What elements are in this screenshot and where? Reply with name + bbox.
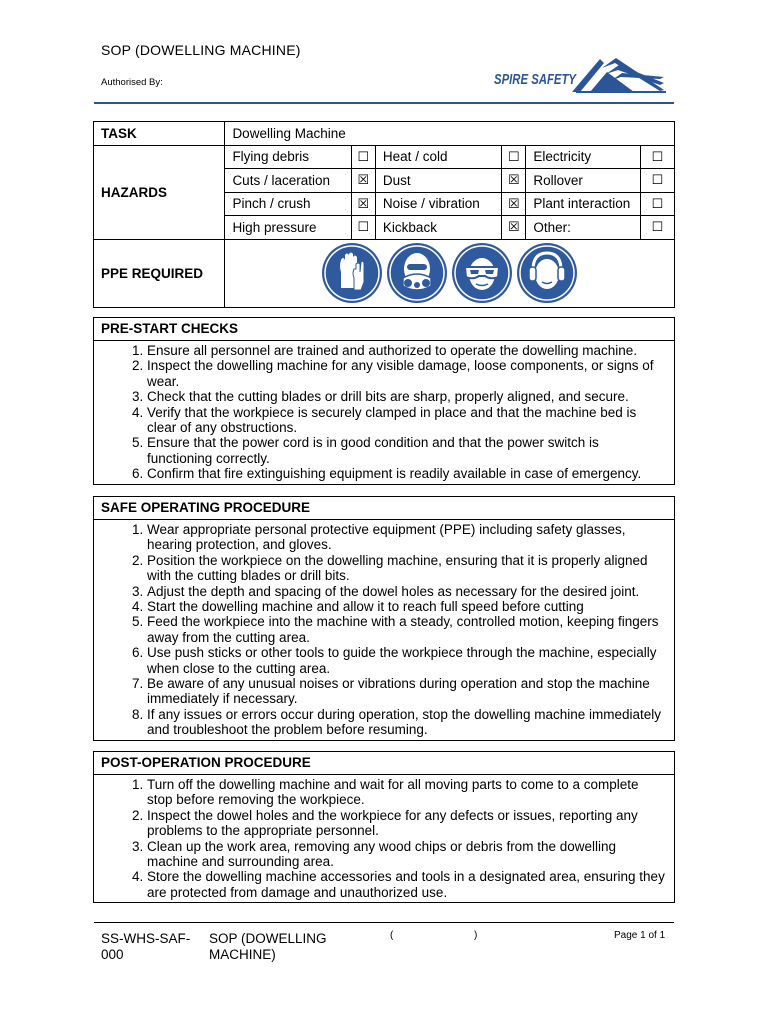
list-item: 2. Inspect the dowelling machine for any visible damage, loose components, or signs of wear. (147, 358, 666, 389)
list-item: 8. If any issues or errors occur during operation, stop the dowelling machine immediately and troubleshoot the problem before resuming. (147, 707, 666, 738)
footer-paren-open: ( (390, 930, 394, 941)
list-item: 3. Clean up the work area, removing any wood chips or debris from the dowelling machine and surrounding area. (147, 839, 666, 870)
hazard-name: Pinch / crush (225, 192, 351, 216)
prestart-list (94, 341, 674, 484)
hazard-checkbox[interactable]: ☒ (502, 169, 526, 193)
hazard-checkbox[interactable]: ☒ (351, 169, 375, 193)
hazard-name: Heat / cold (375, 145, 501, 169)
postop-heading: POST-OPERATION PROCEDURE (94, 752, 674, 775)
hazard-name: Dust (375, 169, 501, 193)
footer-doc-code: SS-WHS-SAF-000 (101, 931, 191, 962)
list-item: 3. Check that the cutting blades or drill bits are sharp, properly aligned, and secure. (147, 389, 666, 404)
hazard-row (94, 145, 675, 169)
postop-list (94, 775, 674, 902)
hazard-checkbox[interactable]: ☐ (351, 145, 375, 169)
ppe-cell (225, 239, 675, 307)
spire-safety-logo (494, 56, 666, 96)
hazard-name: Kickback (375, 216, 501, 240)
document-title: SOP (DOWELLING MACHINE) (101, 42, 301, 58)
header-rule (94, 102, 674, 104)
list-item: 1. Turn off the dowelling machine and wait for all moving parts to come to a complete stop before removing the workpiece. (147, 777, 666, 808)
list-item: 4. Start the dowelling machine and allow it to reach full speed before cutting (147, 599, 666, 614)
hazard-table (93, 121, 675, 308)
hazards-label: HAZARDS (94, 145, 225, 239)
prestart-section (93, 317, 675, 485)
hazard-name: Rollover (526, 169, 640, 193)
list-item: 4. Store the dowelling machine accessories and tools in a designated area, ensuring they are protected from damage and unauthorized use. (147, 869, 666, 900)
postop-section (93, 751, 675, 903)
ppe-icon-group (232, 242, 667, 304)
hazard-checkbox[interactable]: ☐ (502, 145, 526, 169)
footer-page-number: Page 1 of 1 (614, 930, 666, 941)
hazard-name: Other: (526, 216, 640, 240)
prestart-heading: PRE-START CHECKS (94, 318, 674, 341)
hazard-checkbox[interactable]: ☐ (640, 145, 674, 169)
list-item: 6. Use push sticks or other tools to guide the workpiece through the machine, especially when close to the cutting area. (147, 645, 666, 676)
ppe-label: PPE REQUIRED (94, 239, 225, 307)
task-row (94, 122, 675, 146)
ppe-row (94, 239, 675, 307)
list-item: 3. Adjust the depth and spacing of the dowel holes as necessary for the desired joint. (147, 584, 666, 599)
hazard-name: Electricity (526, 145, 640, 169)
list-item: 2. Inspect the dowel holes and the workpiece for any defects or issues, reporting any problems to the appropriate personnel. (147, 808, 666, 839)
sop-list (94, 520, 674, 740)
authorised-by-label: Authorised By: (101, 77, 163, 88)
footer-doc-title: SOP (DOWELLING MACHINE) (209, 931, 327, 962)
hazard-name: Noise / vibration (375, 192, 501, 216)
task-value: Dowelling Machine (225, 122, 675, 146)
safety-glasses-icon (451, 242, 513, 304)
hazard-checkbox[interactable]: ☒ (502, 192, 526, 216)
list-item: 5. Feed the workpiece into the machine with a steady, controlled motion, keeping fingers away from the cutting area. (147, 614, 666, 645)
hazard-name: Plant interaction (526, 192, 640, 216)
footer-rule (94, 922, 674, 923)
mountain-logo-icon (572, 58, 666, 93)
list-item: 5. Ensure that the power cord is in good condition and that the power switch is functioning correctly. (147, 435, 666, 466)
hazard-name: Cuts / laceration (225, 169, 351, 193)
hazard-checkbox[interactable]: ☐ (640, 216, 674, 240)
list-item: 1. Ensure all personnel are trained and authorized to operate the dowelling machine. (147, 343, 666, 358)
hazard-name: Flying debris (225, 145, 351, 169)
hazard-name: High pressure (225, 216, 351, 240)
logo-text: SPIRE SAFETY (494, 71, 578, 88)
sop-section (93, 496, 675, 741)
hazard-checkbox[interactable]: ☐ (351, 216, 375, 240)
list-item: 4. Verify that the workpiece is securely clamped in place and that the machine bed is clear of any obstructions. (147, 405, 666, 436)
list-item: 6. Confirm that fire extinguishing equipment is readily available in case of emergency. (147, 466, 666, 481)
list-item: 7. Be aware of any unusual noises or vibrations during operation and stop the machine immediately if necessary. (147, 676, 666, 707)
list-item: 1. Wear appropriate personal protective equipment (PPE) including safety glasses, hearing protection, and gloves. (147, 522, 666, 553)
hazard-checkbox[interactable]: ☒ (502, 216, 526, 240)
sop-heading: SAFE OPERATING PROCEDURE (94, 497, 674, 520)
list-item: 2. Position the workpiece on the dowelling machine, ensuring that it is properly aligned with the cutting blades or drill bits. (147, 553, 666, 584)
hazard-checkbox[interactable]: ☐ (640, 169, 674, 193)
footer-paren-close: ) (474, 930, 478, 941)
task-label: TASK (94, 122, 225, 146)
respirator-icon (386, 242, 448, 304)
gloves-icon (321, 242, 383, 304)
ear-protection-icon (516, 242, 578, 304)
hazard-checkbox[interactable]: ☒ (351, 192, 375, 216)
hazard-checkbox[interactable]: ☐ (640, 192, 674, 216)
